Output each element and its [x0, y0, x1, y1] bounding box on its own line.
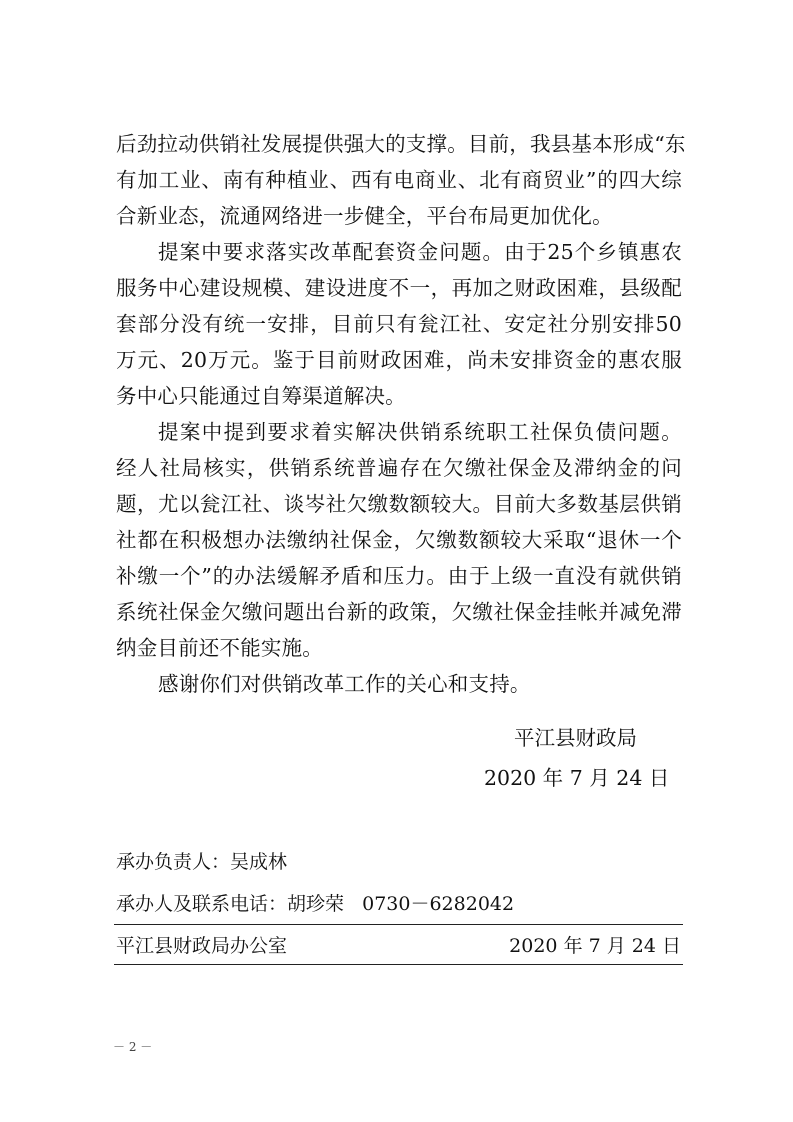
paragraph-1-line-1: 后劲拉动供销社发展提供强大的支撑。目前，我县基本形成“东: [116, 132, 686, 156]
footer-date: 2020 年 7 月 24 日: [509, 935, 681, 957]
paragraph-2-line-2: 服务中心建设规模、建设进度不一，再加之财政困难，县级配: [116, 276, 682, 300]
footer-rule-top: [114, 924, 683, 925]
paragraph-2-line-1: 提案中要求落实改革配套资金问题。由于25个乡镇惠农: [158, 240, 682, 264]
paragraph-3-line-1: 提案中提到要求着实解决供销系统职工社保负债问题。: [158, 420, 682, 444]
paragraph-2-line-3: 套部分没有统一安排，目前只有瓮江社、安定社分别安排50: [116, 312, 682, 336]
paragraph-1-line-3: 合新业态，流通网络进一步健全，平台布局更加优化。: [116, 204, 613, 228]
paragraph-2-line-4: 万元、20万元。鉴于目前财政困难，尚未安排资金的惠农服: [116, 348, 682, 372]
responsible-person: 承办负责人：吴成林: [116, 851, 288, 873]
footer-office: 平江县财政局办公室: [116, 935, 288, 957]
paragraph-1-line-2: 有加工业、南有种植业、西有电商业、北有商贸业”的四大综: [116, 168, 682, 192]
document-body: [116, 126, 686, 702]
paragraph-3-line-7: 纳金目前还不能实施。: [116, 636, 323, 660]
footer-rule-bottom: [114, 964, 683, 965]
paragraph-3-line-6: 系统社保金欠缴问题出台新的政策，欠缴社保金挂帐并减免滞: [116, 600, 682, 624]
paragraph-2-line-5: 务中心只能通过自筹渠道解决。: [116, 384, 406, 408]
paragraph-3-line-3: 题，尤以瓮江社、谈岑社欠缴数额较大。目前大多数基层供销: [116, 492, 682, 516]
paragraph-3-line-2: 经人社局核实，供销系统普遍存在欠缴社保金及滞纳金的问: [116, 456, 682, 480]
paragraph-4-line-1: 感谢你们对供销改革工作的关心和支持。: [158, 672, 531, 696]
page-number: － 2 －: [113, 1040, 153, 1054]
paragraph-3-line-5: 补缴一个”的办法缓解矛盾和压力。由于上级一直没有就供销: [116, 564, 682, 588]
contact-info: 承办人及联系电话：胡珍荣 0730－6282042: [116, 893, 515, 915]
signature-date: 2020 年 7 月 24 日: [484, 766, 670, 790]
paragraph-3-line-4: 社都在积极想办法缴纳社保金，欠缴数额较大采取“退休一个: [116, 528, 682, 552]
signature-org: 平江县财政局: [514, 726, 637, 750]
